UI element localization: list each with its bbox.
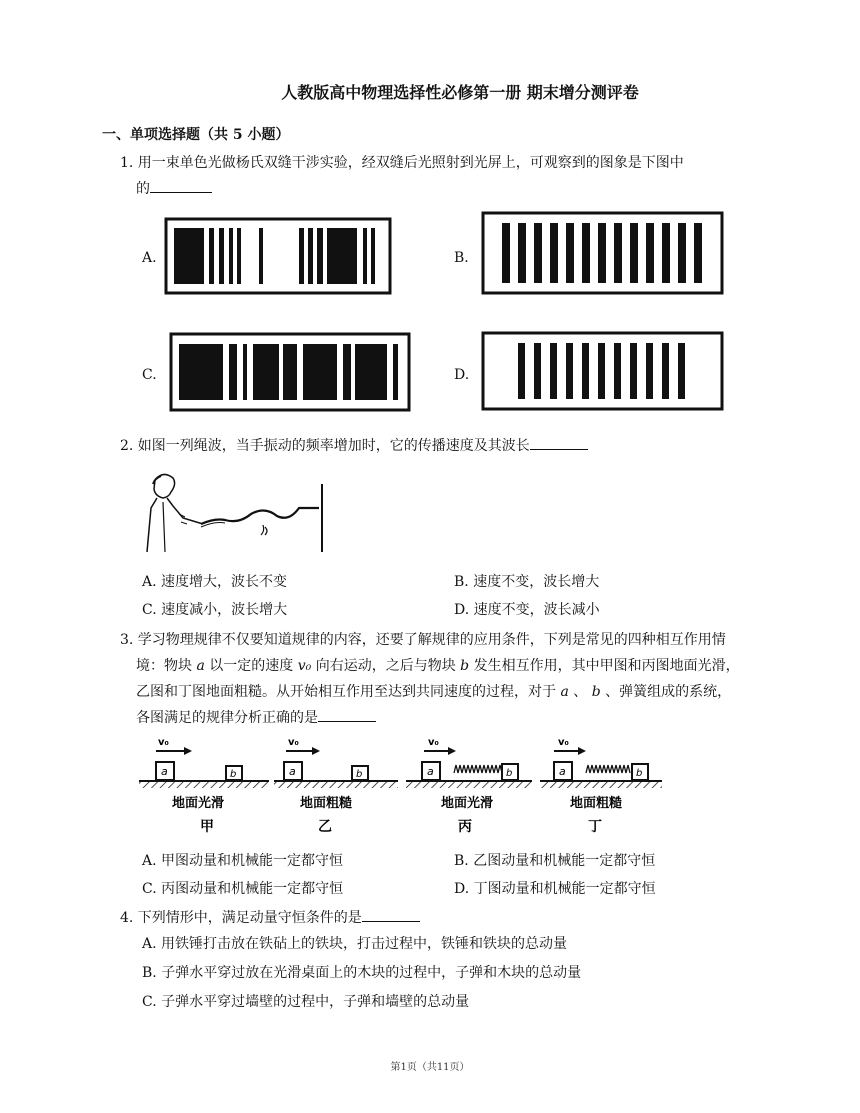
- question-3: 3. 学习物理规律不仅要知道规律的内容，还要了解规律的应用条件，下列是常见的四种相互作用情 境：物块 a 以一定的速度 v₀ 向右运动，之后与物块 b 发生相互作用，其中甲图和丙图地面光滑， 乙图和丁图地面粗糙。从开始相互作用至达到共同速度的过程，对于 a 、 b 、弹簧组成的系统， 各图满足的规律分析正确的是: [120, 627, 760, 731]
- q2-option-b: B. 速度不变，波长增大: [454, 574, 600, 590]
- figure-name: 乙: [318, 819, 332, 835]
- q1-option-d-label: D.: [454, 367, 470, 383]
- q4-option-c: C. 子弹水平穿过墙壁的过程中，子弹和墙壁的总动量: [142, 994, 470, 1010]
- q2-option-c: C. 速度减小，波长增大: [142, 602, 288, 618]
- velocity-label: v₀: [558, 737, 569, 748]
- answer-blank: [530, 435, 588, 450]
- figure-bing: [406, 737, 532, 835]
- question-1: [120, 150, 760, 202]
- interaction-figures: [136, 735, 666, 840]
- q3-option-a: A. 甲图动量和机械能一定都守恒: [142, 853, 344, 869]
- block-a-label: a: [559, 765, 566, 778]
- ground-label: 地面光滑: [172, 796, 225, 811]
- q1-fringe-pattern-d: [480, 330, 725, 412]
- question-3-text: 境：物块: [136, 658, 192, 674]
- symbol-b: b: [460, 658, 470, 674]
- figure-name: 甲: [200, 819, 214, 835]
- symbol-a: a: [560, 684, 569, 700]
- figure-name: 丁: [588, 819, 602, 835]
- figure-name: 丙: [458, 819, 472, 835]
- q3-option-d: D. 丁图动量和机械能一定都守恒: [454, 881, 656, 897]
- rope-wave-figure: [135, 470, 330, 555]
- q1-fringe-pattern-b: [480, 210, 725, 296]
- block-b-label: b: [230, 769, 237, 780]
- figure-jia: [139, 737, 269, 835]
- page-footer: 第1页（共11页）: [390, 1062, 470, 1073]
- block-a-label: a: [289, 765, 296, 778]
- answer-blank: [362, 907, 420, 922]
- question-3-text: 各图满足的规律分析正确的是: [136, 710, 318, 726]
- question-4: [120, 905, 760, 931]
- q2-option-a: A. 速度增大，波长不变: [142, 574, 288, 590]
- question-3-line-1: 3. 学习物理规律不仅要知道规律的内容，还要了解规律的应用条件，下列是常见的四种相互作用情: [120, 632, 726, 648]
- q4-option-a: A. 用铁锤打击放在铁砧上的铁块，打击过程中，铁锤和铁块的总动量: [142, 936, 568, 952]
- velocity-label: v₀: [288, 737, 299, 748]
- section-heading: 一、单项选择题（共 5 小题）: [102, 127, 290, 143]
- block-a-label: a: [161, 765, 168, 778]
- q4-option-b: B. 子弹水平穿过放在光滑桌面上的木块的过程中，子弹和木块的总动量: [142, 965, 582, 981]
- ground-label: 地面光滑: [441, 796, 494, 811]
- q1-option-c-label: C.: [142, 367, 157, 383]
- block-b-label: b: [506, 768, 513, 779]
- question-3-text: 向右运动，之后与物块: [315, 658, 456, 674]
- q1-option-a-label: A.: [142, 250, 157, 266]
- velocity-label: v₀: [428, 737, 439, 748]
- figure-ding: [540, 737, 662, 835]
- q3-option-c: C. 丙图动量和机械能一定都守恒: [142, 881, 344, 897]
- block-a-label: a: [427, 765, 434, 778]
- symbol-b: b: [591, 684, 601, 700]
- page-title: 人教版高中物理选择性必修第一册 期末增分测评卷: [281, 83, 639, 102]
- question-3-text: 乙图和丁图地面粗糙。从开始相互作用至达到共同速度的过程，对于: [136, 684, 556, 700]
- block-b-label: b: [356, 769, 363, 780]
- velocity-label: v₀: [158, 737, 169, 748]
- question-3-text: 发生相互作用，其中甲图和丙图地面光滑，: [473, 658, 740, 674]
- ground-label: 地面粗糙: [570, 796, 623, 811]
- q3-option-b: B. 乙图动量和机械能一定都守恒: [454, 853, 656, 869]
- block-b-label: b: [636, 768, 643, 779]
- question-1-text-cont: 的: [136, 181, 150, 197]
- q1-fringe-pattern-a: [163, 216, 393, 296]
- ground-label: 地面粗糙: [300, 796, 353, 811]
- answer-blank: [318, 707, 376, 722]
- q2-option-d: D. 速度不变，波长减小: [454, 602, 600, 618]
- question-4-text: 4. 下列情形中，满足动量守恒条件的是: [120, 910, 362, 926]
- symbol-v0: v₀: [297, 658, 312, 674]
- question-2: [120, 433, 760, 459]
- answer-blank: [150, 178, 212, 193]
- q1-fringe-pattern-c: [163, 330, 413, 416]
- symbol-a: a: [196, 658, 205, 674]
- q1-option-b-label: B.: [454, 250, 469, 266]
- question-3-text: 以一定的速度: [209, 658, 294, 674]
- figure-yi: [274, 737, 398, 835]
- question-3-text: 、弹簧组成的系统，: [605, 684, 732, 700]
- question-2-text: 2. 如图一列绳波，当手振动的频率增加时，它的传播速度及其波长: [120, 438, 530, 454]
- question-1-text: 1. 用一束单色光做杨氏双缝干涉实验，经双缝后光照射到光屏上，可观察到的图象是下图中: [120, 155, 684, 171]
